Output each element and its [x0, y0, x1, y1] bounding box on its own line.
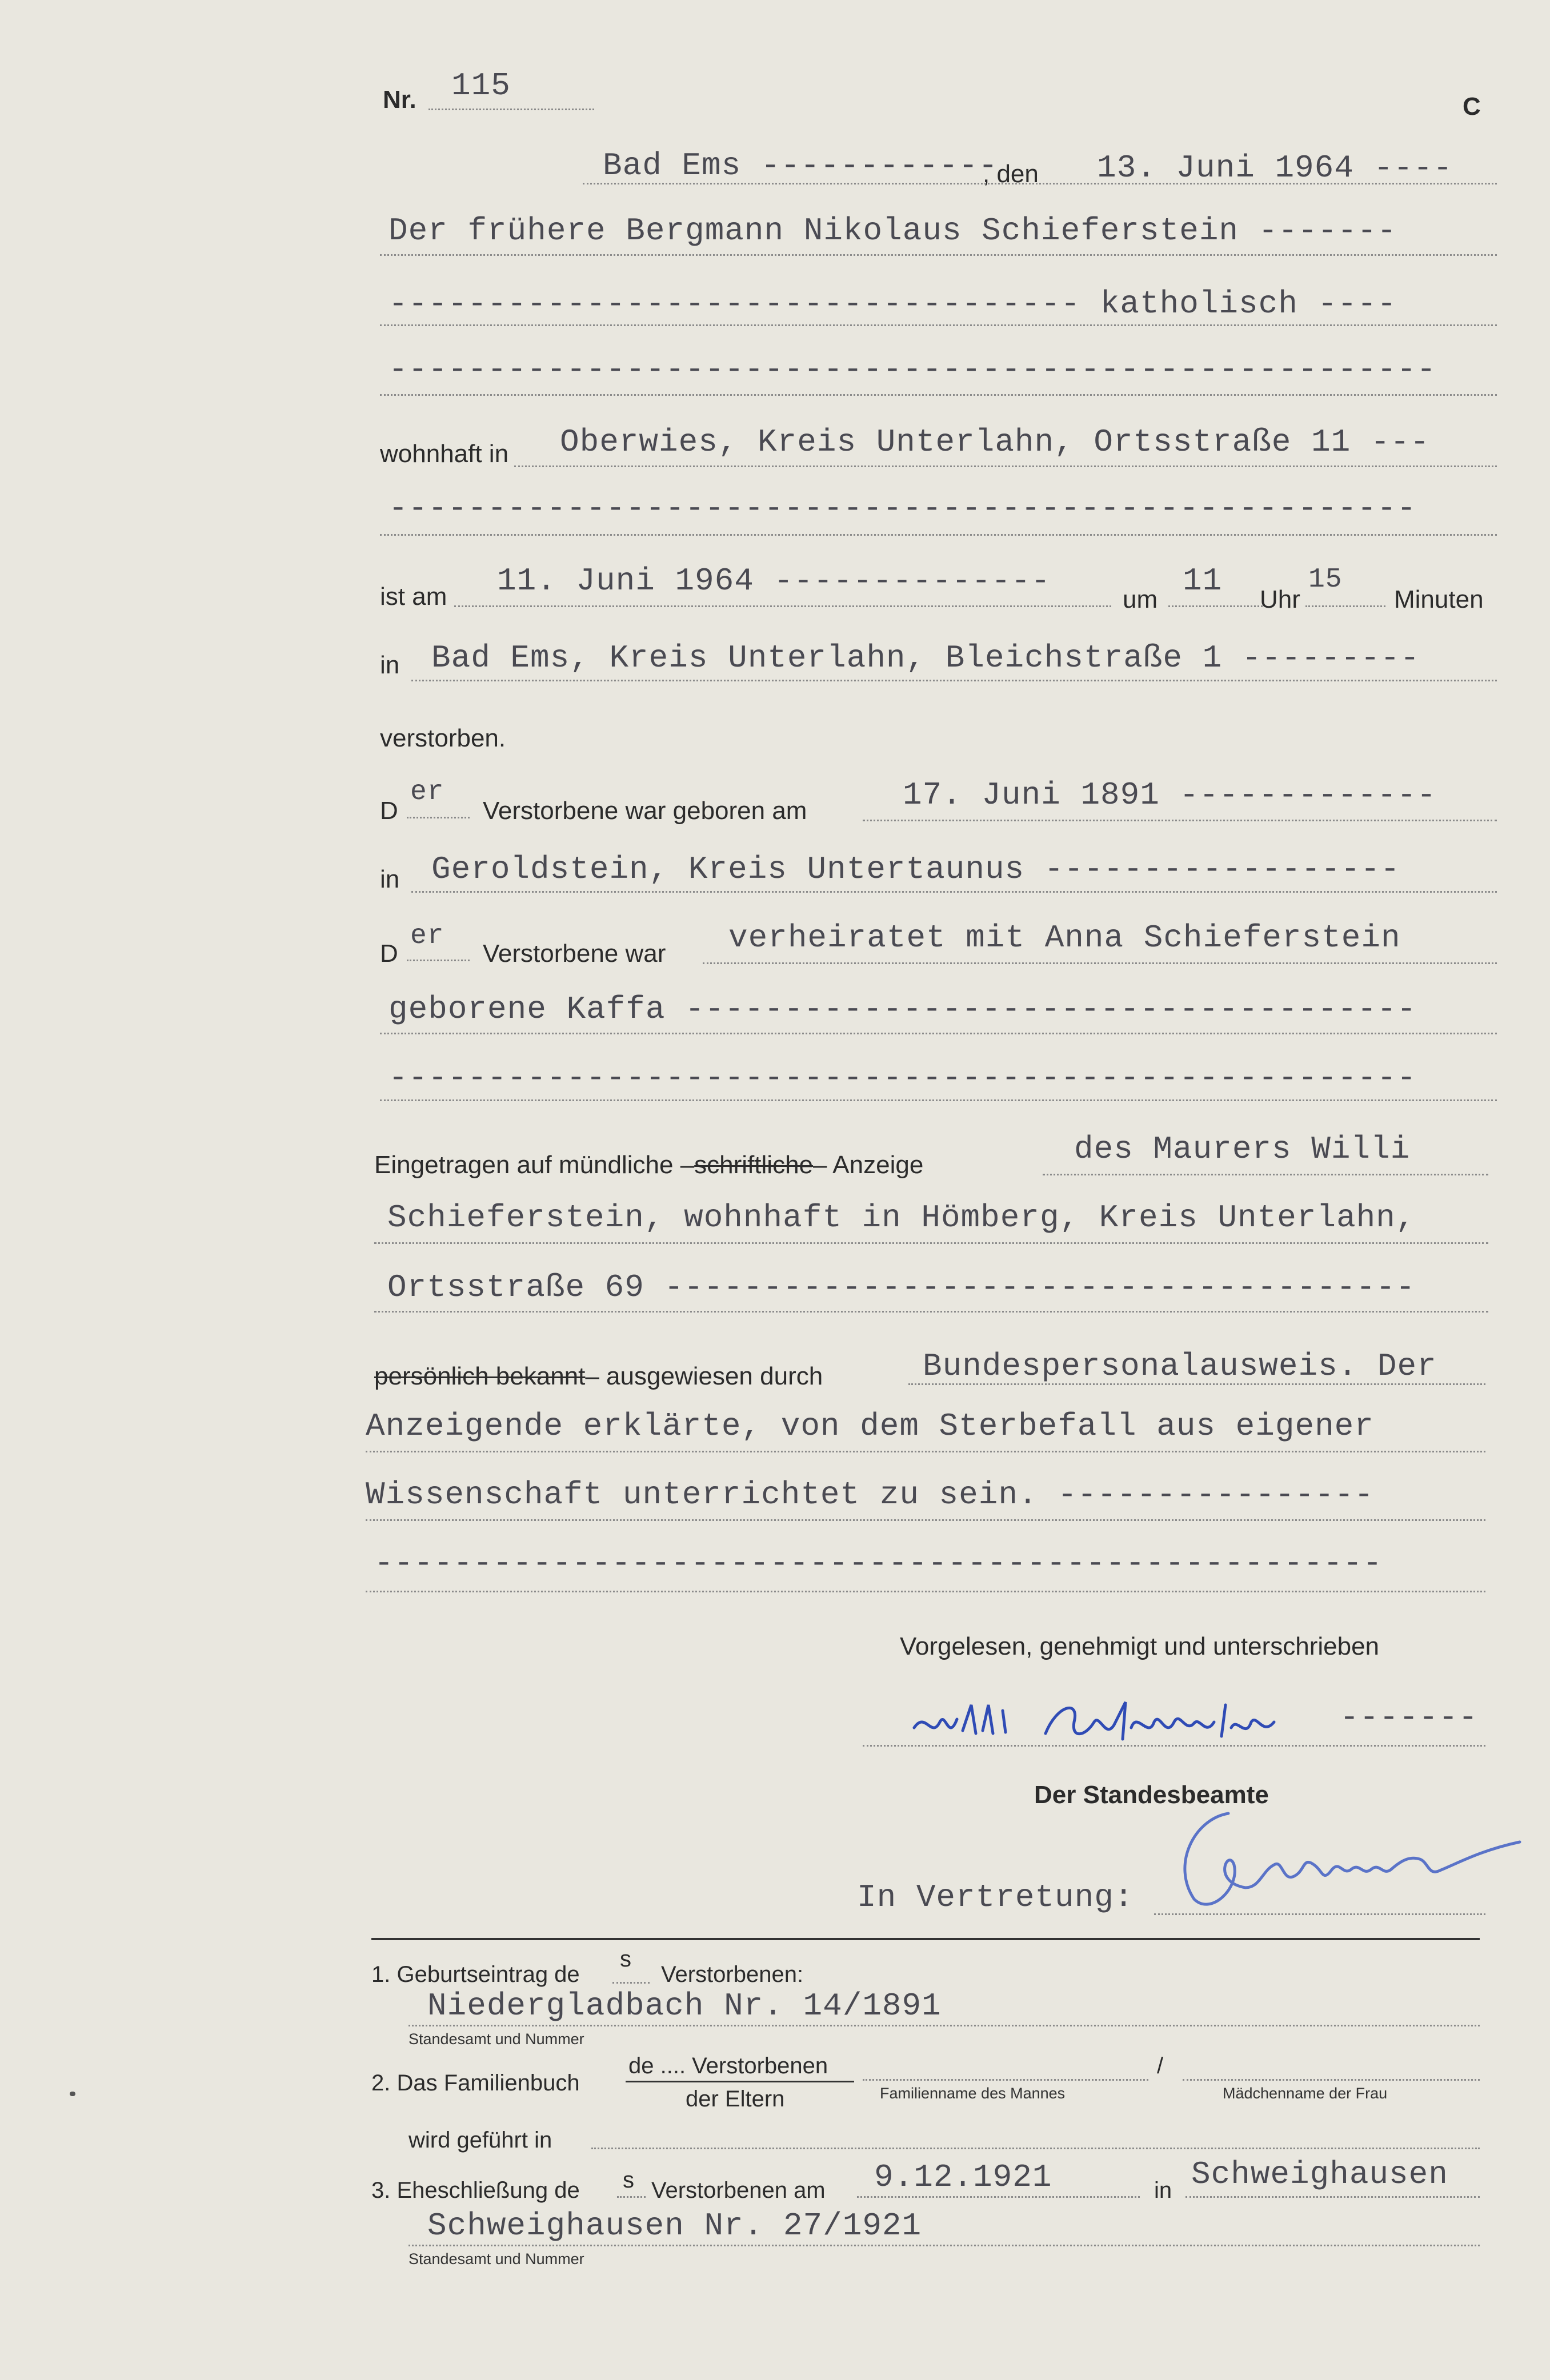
- item3-s-dots: [617, 2196, 646, 2198]
- uhr-label: Uhr: [1260, 585, 1300, 613]
- informant-line3-dots: [374, 1311, 1488, 1313]
- item2-label: 2. Das Familienbuch: [371, 2070, 580, 2096]
- birth-place-dots: [411, 891, 1497, 893]
- item3-date-dots: [857, 2196, 1140, 2198]
- deceased-name: Der frühere Bergmann Nikolaus Schieferstein -------: [388, 212, 1397, 249]
- residence-dots: [514, 465, 1497, 467]
- registry-date: 13. Juni 1964 ----: [1097, 150, 1453, 186]
- identified-value: Bundespersonalausweis. Der: [923, 1348, 1437, 1384]
- frau-caption: Mädchenname der Frau: [1223, 2085, 1388, 2102]
- nr-dotted-line: [428, 109, 594, 110]
- line2-dots: [380, 254, 1497, 256]
- paper-speck: [70, 2092, 75, 2096]
- item3-place-dots: [1185, 2196, 1480, 2198]
- mannes-dots: [863, 2079, 1148, 2081]
- report-struck-option: schriftliche: [694, 1151, 814, 1179]
- registrar-signature: [1160, 1802, 1531, 1922]
- birth-d: D: [380, 797, 398, 825]
- mannes-caption: Familienname des Mannes: [880, 2085, 1066, 2102]
- death-date: 11. Juni 1964 --------------: [497, 563, 1051, 599]
- residence-cont: ----------------------------------------------------: [388, 490, 1417, 527]
- report-dots: [1043, 1174, 1488, 1175]
- frau-dots: [1183, 2079, 1480, 2081]
- item2-slash: /: [1157, 2053, 1164, 2078]
- marriage-line3-dots: [380, 1099, 1497, 1101]
- marriage-d: D: [380, 940, 398, 968]
- marriage-value: verheiratet mit Anna Schieferstein: [728, 920, 1401, 956]
- death-date-dots: [454, 605, 1111, 607]
- gefuehrt-label: wird geführt in: [408, 2128, 552, 2153]
- item3-value: Schweighausen Nr. 27/1921: [427, 2208, 922, 2244]
- identified-label: persönlich bekannt– ausgewiesen durch: [374, 1362, 823, 1390]
- den-label: , den: [983, 160, 1039, 188]
- birth-date: 17. Juni 1891 -------------: [903, 777, 1437, 813]
- item1-standesamt-caption: Standesamt und Nummer: [408, 2030, 584, 2048]
- death-place: Bad Ems, Kreis Unterlahn, Bleichstraße 1 ---------: [431, 640, 1420, 676]
- death-in-label: in: [380, 651, 400, 679]
- death-hour: 11: [1183, 563, 1223, 599]
- item2-bottom: der Eltern: [686, 2086, 785, 2112]
- um-label: um: [1123, 585, 1158, 613]
- item3-place: Schweighausen: [1191, 2156, 1448, 2193]
- informant-signature-dots: [863, 1745, 1485, 1747]
- line4-dashes: -----------------------------------------------------: [388, 351, 1437, 388]
- identified-line2-dots: [366, 1451, 1485, 1452]
- informant-line3: Ortsstraße 69 --------------------------------------: [387, 1269, 1416, 1306]
- residence-label: wohnhaft in: [380, 440, 509, 468]
- identified-line4-dots: [366, 1591, 1485, 1592]
- residence-value: Oberwies, Kreis Unterlahn, Ortsstraße 11 ---: [560, 424, 1430, 460]
- item2-top: de .... Verstorbenen: [628, 2053, 828, 2078]
- corner-letter: C: [1463, 93, 1481, 121]
- item1-suffix: Verstorbenen:: [661, 1962, 804, 1987]
- birth-label: Verstorbene war geboren am: [483, 797, 807, 825]
- line1-dots: [583, 183, 1497, 184]
- item1-label: 1. Geburtseintrag de: [371, 1962, 580, 1987]
- line3-dots: [380, 324, 1497, 326]
- informant-line2: Schieferstein, wohnhaft in Hömberg, Kreis Unterlahn,: [387, 1199, 1416, 1236]
- read-approved-label: Vorgelesen, genehmigt und unterschrieben: [900, 1632, 1380, 1660]
- marriage-line3: ----------------------------------------------------: [388, 1059, 1417, 1096]
- marriage-er: er: [410, 921, 444, 952]
- item1-value: Niedergladbach Nr. 14/1891: [427, 1988, 942, 2024]
- item3-date: 9.12.1921: [874, 2159, 1052, 2196]
- identified-struck-option: persönlich bekannt: [374, 1362, 586, 1390]
- nr-label: Nr.: [383, 86, 416, 114]
- gefuehrt-dots: [591, 2148, 1480, 2149]
- death-minute: 15: [1308, 564, 1343, 595]
- hour-dots: [1168, 605, 1263, 607]
- identified-line3: Wissenschaft unterrichtet zu sein. ----------------: [366, 1476, 1374, 1513]
- footer-rule: [371, 1938, 1480, 1940]
- minute-dots: [1305, 605, 1385, 607]
- birth-place: Geroldstein, Kreis Untertaunus ------------------: [431, 851, 1400, 888]
- religion: ----------------------------------- katholisch ----: [388, 286, 1397, 322]
- informant-signature-dashes: -------: [1340, 1699, 1479, 1736]
- verstorben-label: verstorben.: [380, 724, 506, 752]
- birth-er-dots: [407, 817, 470, 818]
- birth-er: er: [410, 777, 444, 808]
- marriage-line2: geborene Kaffa -------------------------------------: [388, 991, 1417, 1028]
- registry-place: Bad Ems ------------: [603, 147, 999, 184]
- marriage-line2-dots: [380, 1033, 1497, 1034]
- registrar-signature-drawing: [1160, 1802, 1531, 1922]
- nr-value: 115: [451, 67, 511, 104]
- marriage-dots: [703, 962, 1497, 964]
- birth-in-label: in: [380, 865, 400, 893]
- birth-date-dots: [863, 820, 1497, 821]
- identified-dots: [908, 1383, 1485, 1385]
- item1-s-dots: [612, 1982, 650, 1984]
- item3-label: 3. Eheschließung de: [371, 2178, 580, 2203]
- registrar-title: Der Standesbeamte: [1034, 1781, 1269, 1809]
- marriage-er-dots: [407, 960, 470, 961]
- item3-in: in: [1154, 2178, 1172, 2203]
- minuten-label: Minuten: [1394, 585, 1484, 613]
- marriage-label: Verstorbene war: [483, 940, 666, 968]
- line4-dots: [380, 394, 1497, 396]
- item3-dots: [408, 2245, 1480, 2246]
- informant-line2-dots: [374, 1242, 1488, 1244]
- identified-line3-dots: [366, 1519, 1485, 1521]
- report-value: des Maurers Willi: [1074, 1131, 1411, 1167]
- residence-cont-dots: [380, 534, 1497, 536]
- in-vertretung-label: In Vertretung:: [857, 1879, 1134, 1916]
- item3-standesamt-caption: Standesamt und Nummer: [408, 2250, 584, 2267]
- item1-dots: [408, 2025, 1480, 2026]
- ist-am-label: ist am: [380, 583, 447, 611]
- item2-fraction-line: [626, 2081, 854, 2082]
- identified-line4: ---------------------------------------------------: [374, 1545, 1383, 1582]
- report-label: Eingetragen auf mündliche –schriftliche– Anzeige: [374, 1151, 924, 1179]
- death-place-dots: [411, 680, 1497, 681]
- identified-line2: Anzeigende erklärte, von dem Sterbefall aus eigener: [366, 1408, 1374, 1444]
- item1-s: s: [620, 1946, 631, 1972]
- item3-mid: Verstorbenen am: [651, 2178, 826, 2203]
- item3-s: s: [623, 2168, 634, 2193]
